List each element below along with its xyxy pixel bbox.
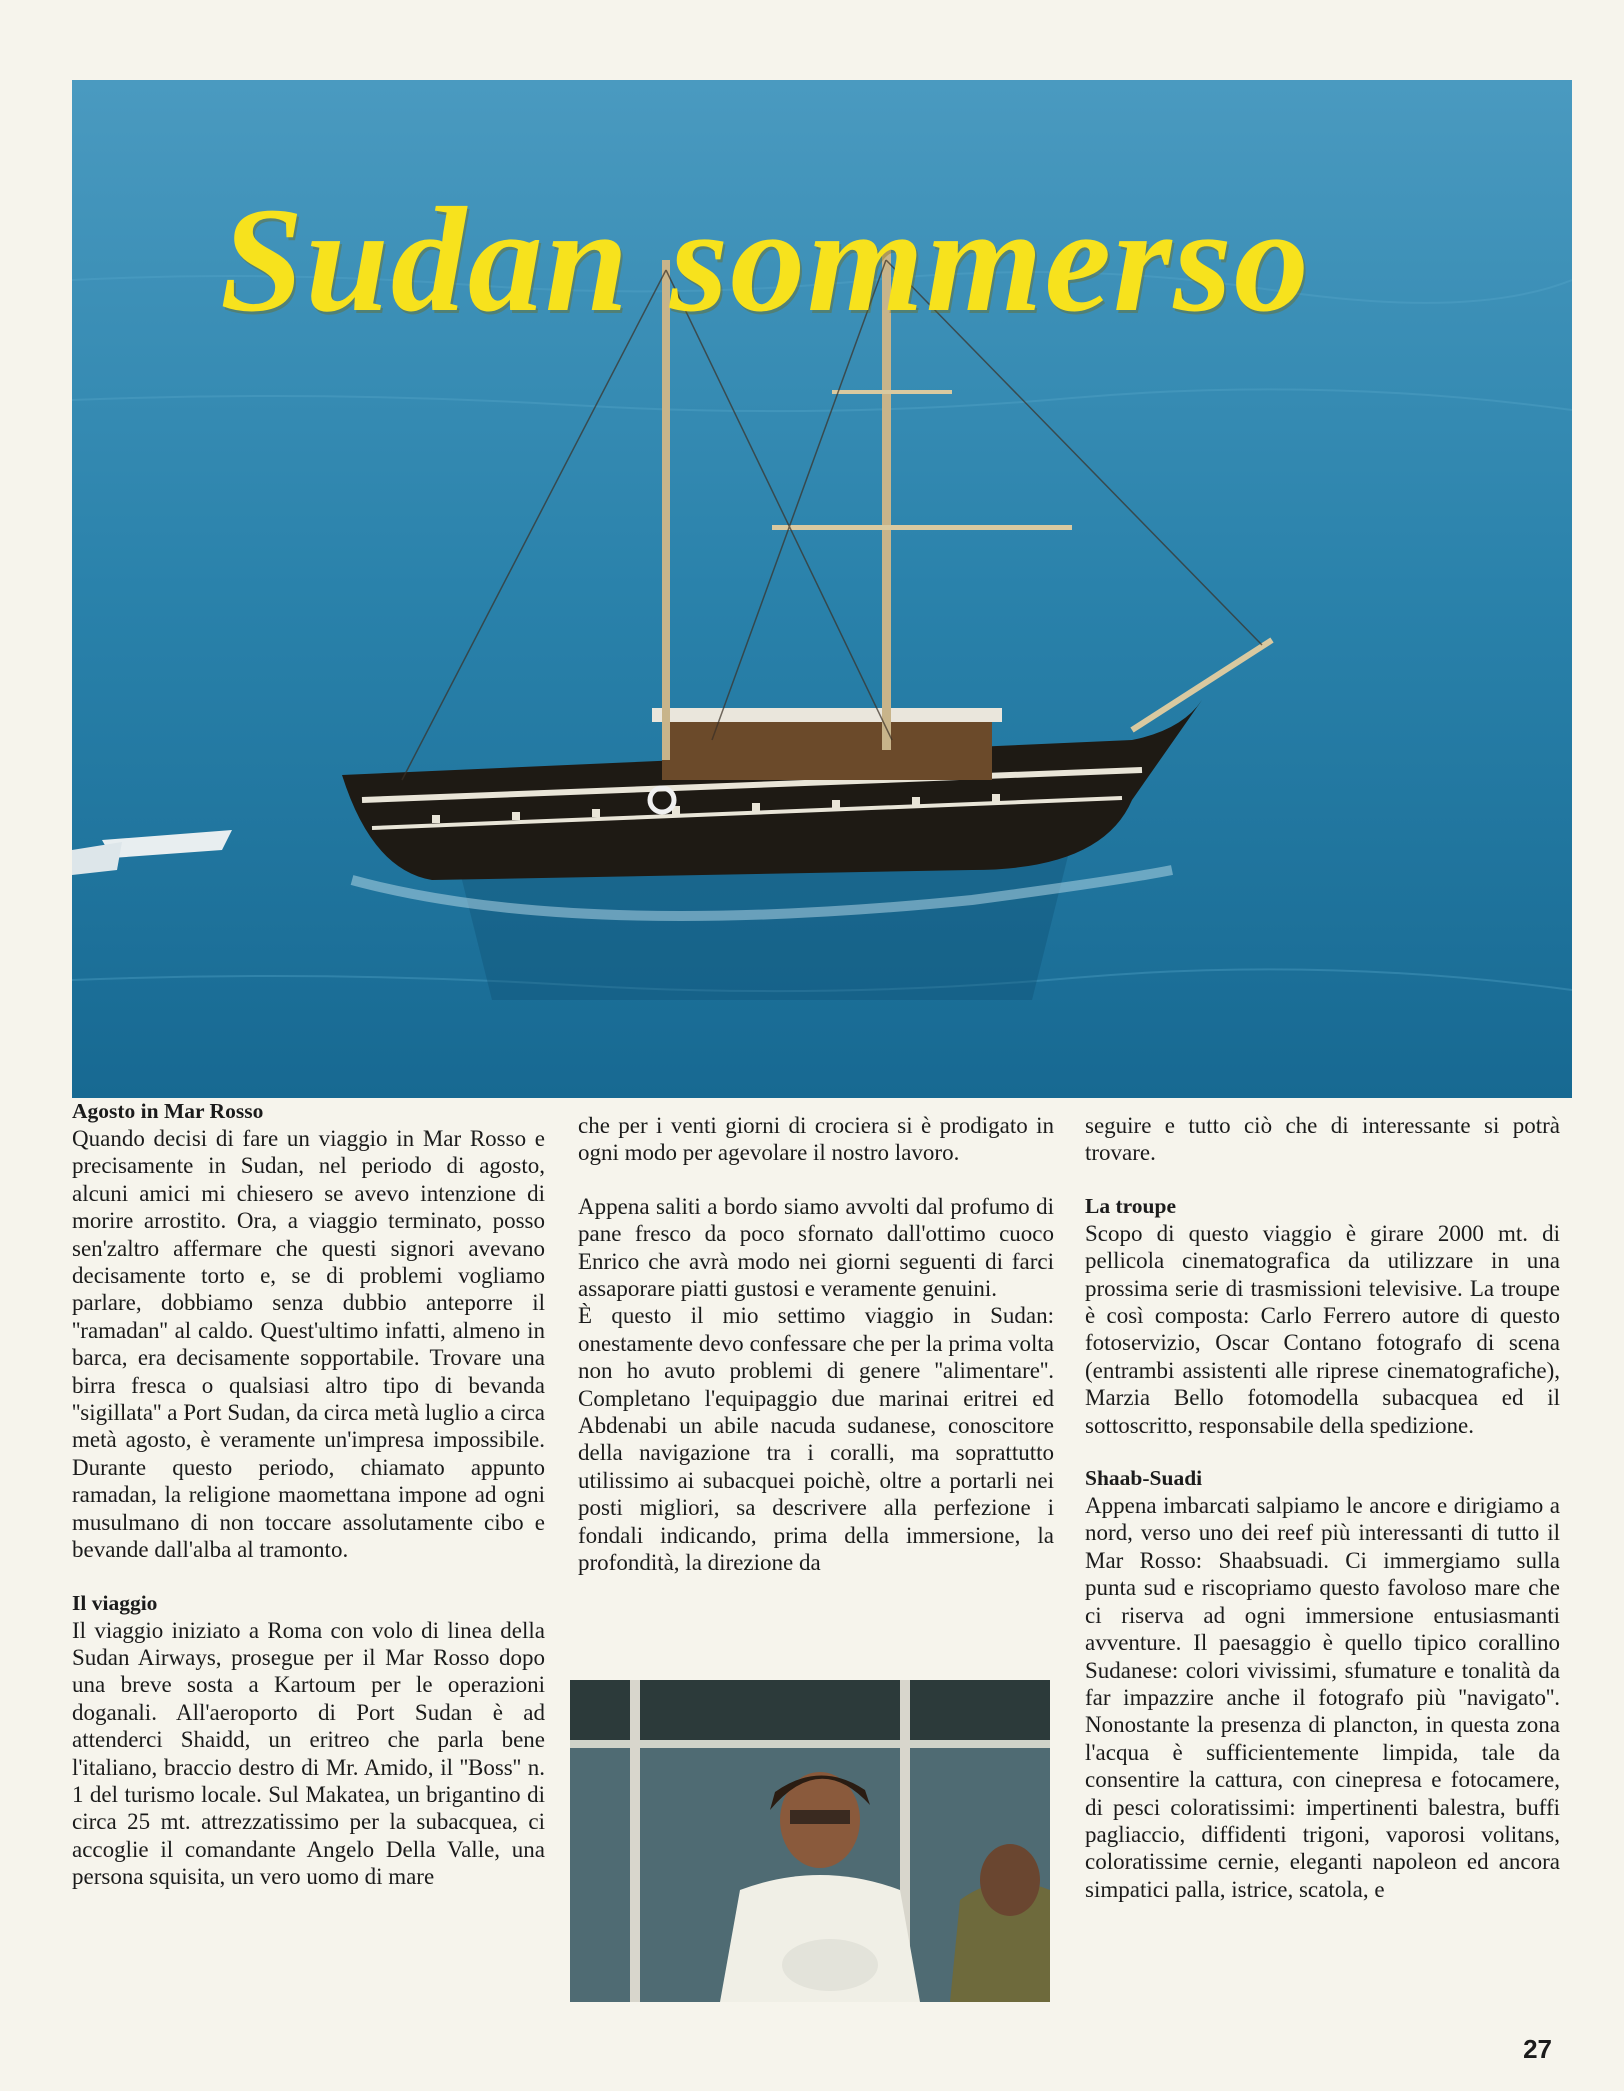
diver-photo [570, 1680, 1050, 2002]
paragraph: Appena imbarcati salpiamo le ancore e dirigiamo a nord, verso uno dei reef più interessanti di tutto il Mar Rosso: Shaabsuadi. Ci immergiamo sulla punta sud e riscopriamo questo favoloso mare che ci riserva ad ogni immersione entusiasmanti avventure. Il paesaggio è quello tipico corallino Sudanese: colori vivissimi, sfumature e tonalità da far impazzire anche il fotografo più ''navigato''. Nonostante la presenza di plancton, in questa zona l'acqua è sufficientemente limpida, tale da consentire la cattura, con cinepresa e fotocamere, di pesci coloratissimi: impertinenti balestra, buffi pagliaccio, diffidenti trigoni, vaporosi volitans, coloratissime cernie, eleganti napoleon ed ancora simpatici palla, istrice, scatola, e [1085, 1493, 1560, 1902]
column-2 [578, 1112, 1054, 1577]
paragraph: Quando decisi di fare un viaggio in Mar Rosso e precisamente in Sudan, nel periodo di agosto, alcuni amici mi chiesero se avevo intenzione di morire arrostito. Ora, a viaggio terminato, posso sen'zaltro affermare che questi signori avevano decisamente torto e, se di problemi vogliamo parlare, dobbiamo senza dubbio anteporre il ''ramadan'' al caldo. Quest'ultimo infatti, almeno in barca, era decisamente sopportabile. Trovare una birra fresca o qualsiasi altro tipo di bevanda ''sigillata'' a Port Sudan, da circa metà luglio a circa metà agosto, è veramente un'impresa impossibile. Durante questo periodo, chiamato appunto ramadan, la religione maomettana impone ad ogni musulmano di non toccare assolutamente cibo e bevande dall'alba al tramonto. [72, 1126, 545, 1563]
diver-on-boat-illustration [570, 1680, 1050, 2002]
section-heading-agosto: Agosto in Mar Rosso [72, 1099, 264, 1123]
section-heading-shaab-suadi: Shaab-Suadi [1085, 1466, 1203, 1491]
paragraph: È questo il mio settimo viaggio in Sudan: onestamente devo confessare che per la prima volta non ho avuto problemi di genere ''alimentare''. Completano l'equipaggio due marinai eritrei ed Abdenabi un abile nacuda sudanese, conoscitore della navigazione tra i coralli, ma soprattutto utilissimo ai subacquei poichè, oltre a portarli nei posti migliori, sa descrivere alla perfezione i fondali indicando, prima della immersione, la profondità, la direzione da [578, 1303, 1054, 1576]
column-3 [1085, 1112, 1560, 1903]
section-heading-troupe: La troupe [1085, 1193, 1176, 1218]
column-1 [72, 1098, 545, 1891]
hero-photo [72, 80, 1572, 1098]
section-heading-viaggio: Il viaggio [72, 1590, 158, 1615]
paragraph: Appena saliti a bordo siamo avvolti dal profumo di pane fresco da poco sfornato dall'ottimo cuoco Enrico che avrà modo nei giorni seguenti di farci assaporare piatti gustosi e veramente genuini. [578, 1193, 1054, 1302]
paragraph: seguire e tutto ciò che di interessante si potrà trovare. [1085, 1113, 1560, 1166]
paragraph: che per i venti giorni di crociera si è prodigato in ogni modo per agevolare il nostro lavoro. [578, 1113, 1054, 1166]
article-title: Sudan sommerso [220, 177, 1311, 343]
page-number: 27 [1523, 2034, 1552, 2064]
paragraph: Scopo di questo viaggio è girare 2000 mt. di pellicola cinematografica da utilizzare in una prossima serie di trasmissioni televisive. La troupe è così composta: Carlo Ferrero autore di questo fotoservizio, Oscar Contano fotografo di scena (entrambi assistenti alle riprese cinematografiche), Marzia Bello fotomodella subacquea ed il sottoscritto, responsabile della spedizione. [1085, 1220, 1560, 1438]
paragraph: Il viaggio iniziato a Roma con volo di linea della Sudan Airways, prosegue per il Mar Rosso dopo una breve sosta a Kartoum per le operazioni doganali. All'aeroporto di Port Sudan è ad attenderci Shaidd, un eritreo che parla bene l'italiano, braccio destro di Mr. Amido, il ''Boss'' n. 1 del turismo locale. Sul Makatea, un brigantino di circa 25 mt. attrezzatissimo per la subacquea, ci accoglie il comandante Angelo Della Valle, una persona squisita, un vero uomo di mare [72, 1617, 545, 1890]
